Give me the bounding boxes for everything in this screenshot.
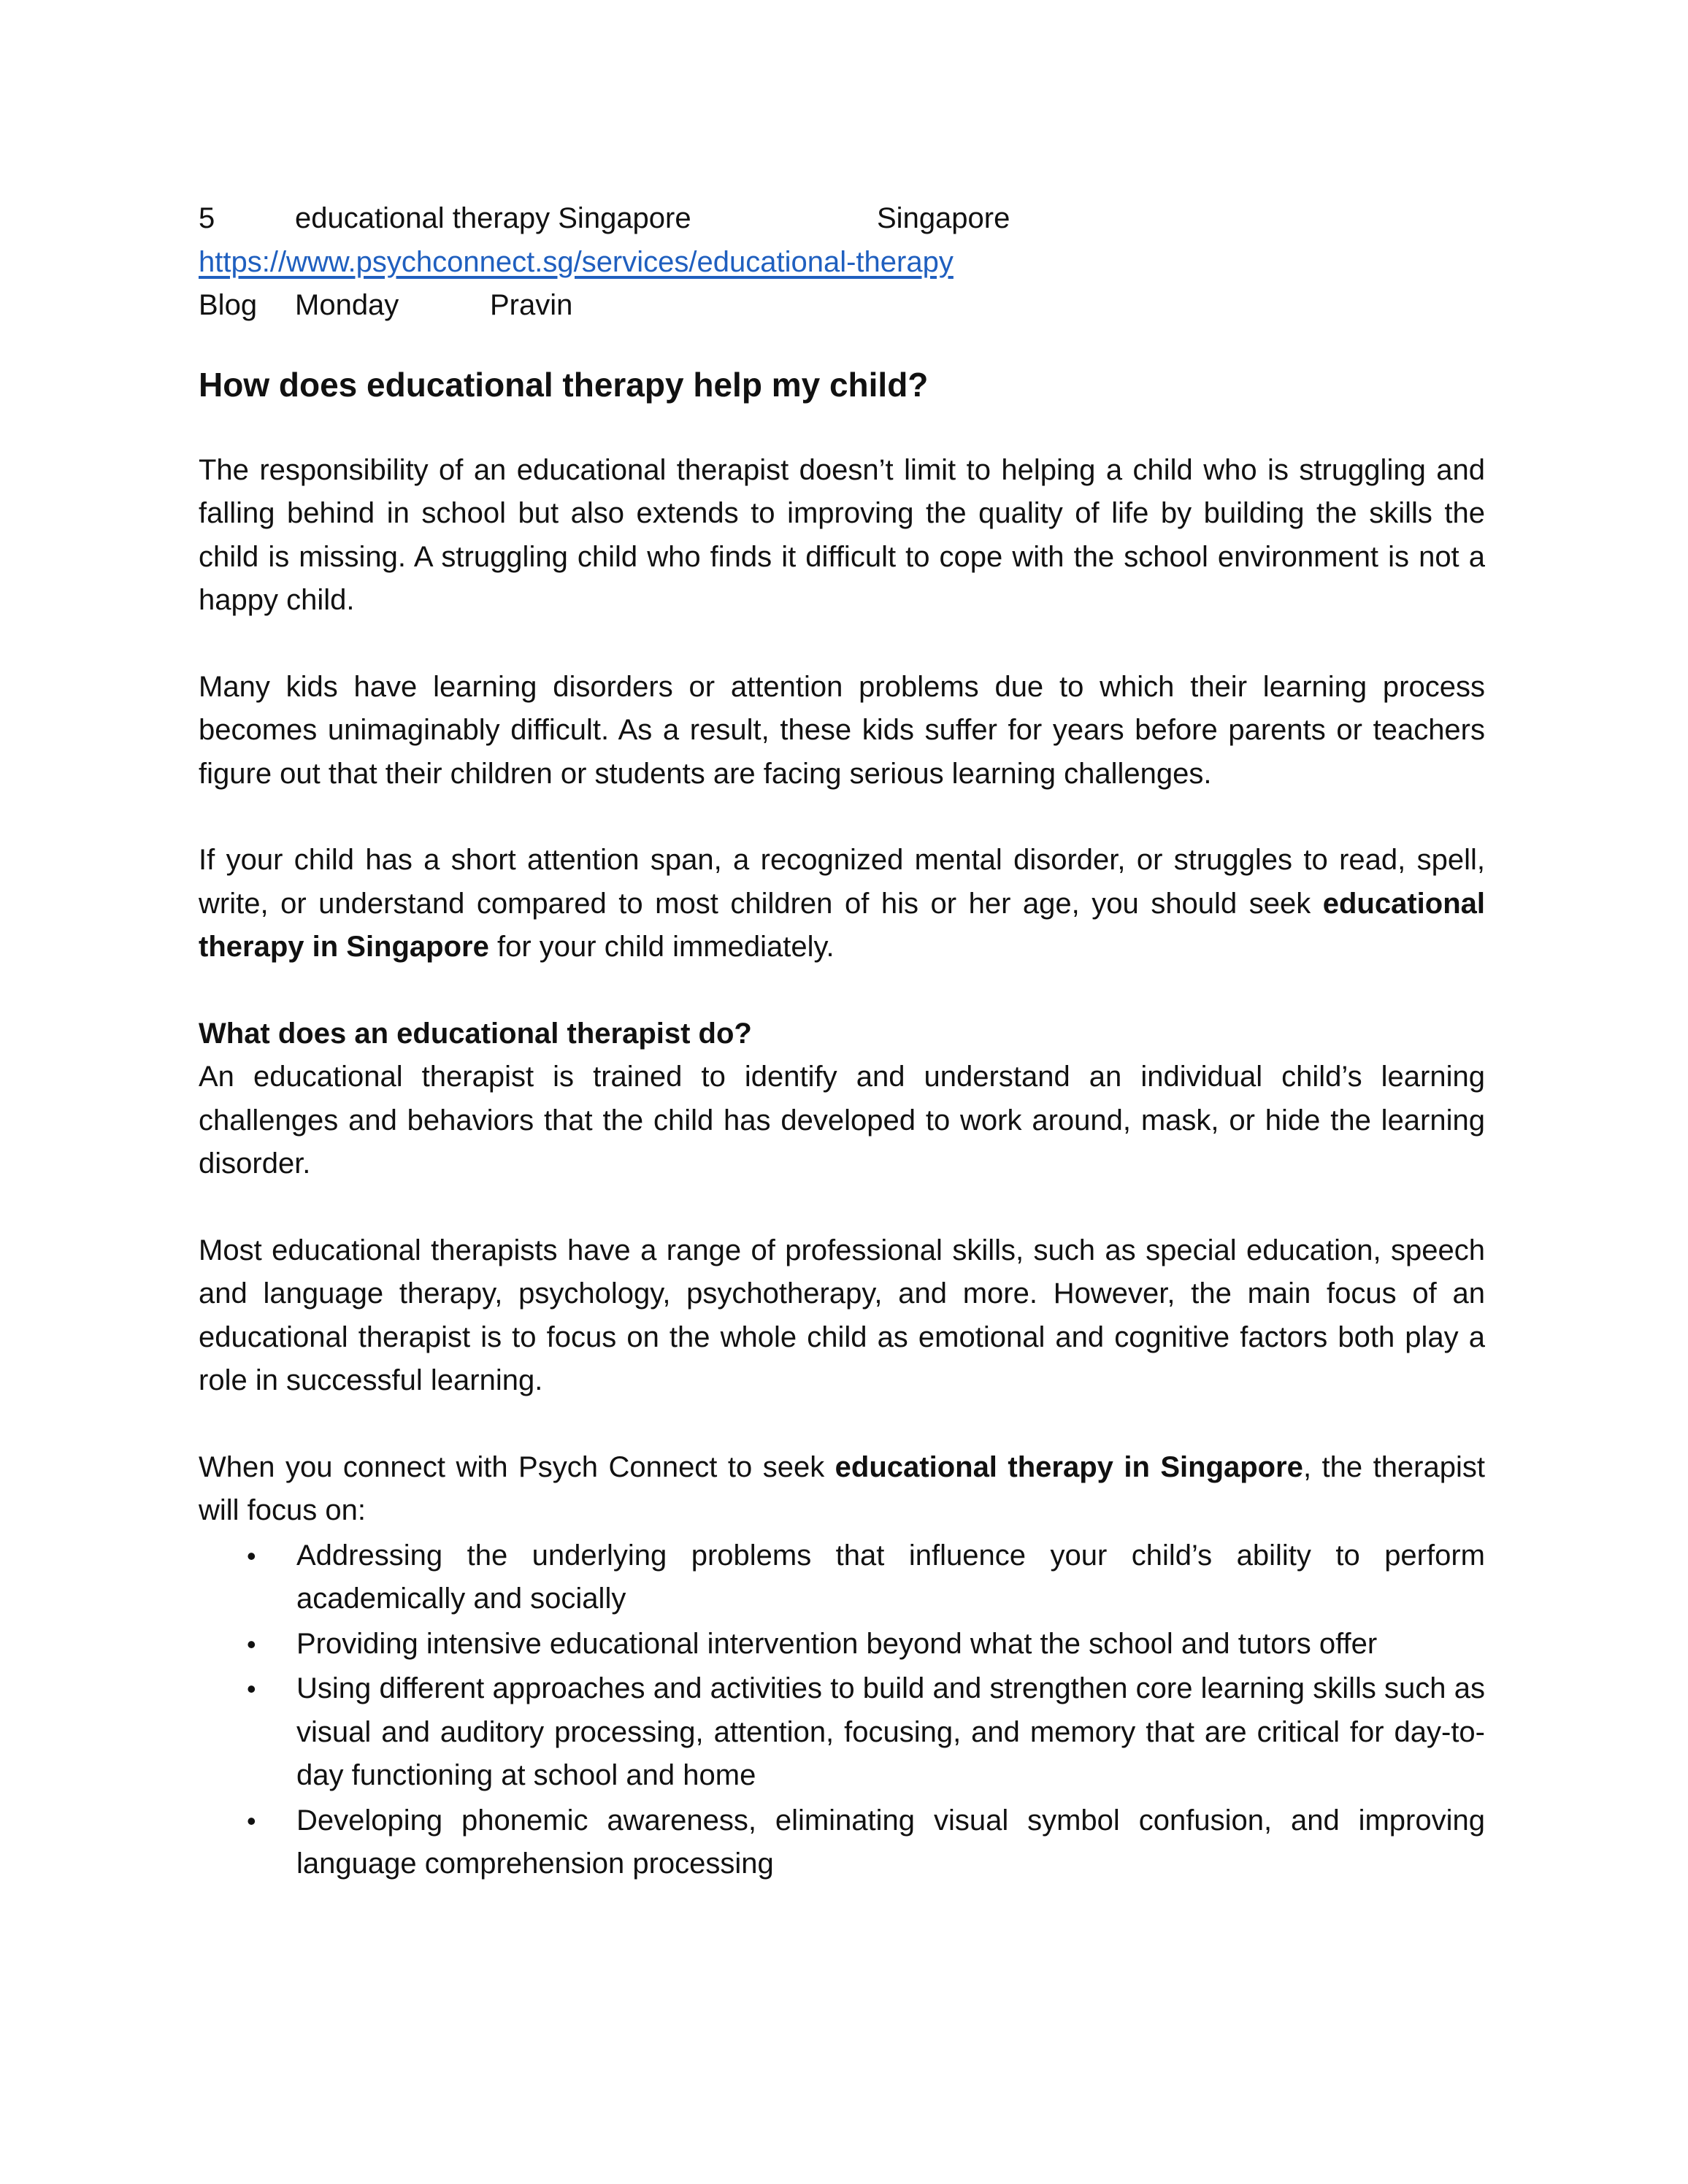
paragraph-seek-therapy-end: for your child immediately. xyxy=(488,931,835,963)
meta-row-details xyxy=(199,284,1485,328)
paragraph-professional-skills: Most educational therapists have a range of professional skills, such as special education, speech and language therapy, psychology, psychotherapy, and more. However, the main focus of an educational therapist is to focus on the whole child as emotional and cognitive factors both play a role in successful learning. xyxy=(199,1234,1485,1396)
list-item-text: Providing intensive educational intervention beyond what the school and tutors offer xyxy=(296,1627,1378,1660)
keyword-highlight: educational therapy in Singapore xyxy=(835,1450,1303,1483)
paragraph-psych-connect-text: When you connect with Psych Connect to seek xyxy=(199,1450,835,1483)
list-item xyxy=(199,1623,1485,1666)
bullet-icon: • xyxy=(247,1629,256,1659)
target-location: Singapore xyxy=(877,202,1010,234)
paragraph-seek-therapy-text: If your child has a short attention span, a recognized mental disorder, or struggles to read, spell, write, or understand compared to most children of his or her age, you should seek xyxy=(199,844,1485,920)
paragraph-responsibility: The responsibility of an educational therapist doesn’t limit to helping a child who is struggling and falling behind in school but also extends to improving the quality of life by building the skills the child is missing. A struggling child who finds it difficult to cope with the school environment is not a happy child. xyxy=(199,453,1485,616)
list-item xyxy=(199,1799,1485,1886)
bullet-icon: • xyxy=(247,1805,256,1836)
paragraph-psych-connect xyxy=(199,1446,1485,1533)
keyword-highlight: educational therapy in Singapore xyxy=(199,887,1485,963)
content-type: Blog xyxy=(199,289,258,321)
focus-list xyxy=(199,1534,1485,1886)
paragraph-learning-disorders: Many kids have learning disorders or attention problems due to which their learning process becomes unimaginably difficult. As a result, these kids suffer for years before parents or teachers figure out that their children or students are facing serious learning challenges. xyxy=(199,670,1485,790)
document-page xyxy=(199,197,1485,1886)
meta-row-url xyxy=(199,241,1485,285)
bullet-icon: • xyxy=(247,1540,256,1571)
section-heading-what-therapist-does: What does an educational therapist do? xyxy=(199,1017,752,1050)
list-item-text: Using different approaches and activities to build and strengthen core learning skills such as visual and auditory processing, attention, focusing, and memory that are critical for day-to-day functioning at school and home xyxy=(296,1672,1485,1791)
list-item xyxy=(199,1534,1485,1621)
article-title: How does educational therapy help my child? xyxy=(199,365,929,404)
item-number: 5 xyxy=(199,202,215,234)
paragraph-psych-connect-end: , the therapist will focus on: xyxy=(199,1450,1485,1526)
target-url-link[interactable]: https://www.psychconnect.sg/services/educational-therapy xyxy=(199,245,954,278)
target-keyword: educational therapy Singapore xyxy=(295,202,691,234)
publish-day: Monday xyxy=(295,289,399,321)
list-item-text: Addressing the underlying problems that influence your child’s ability to perform academically and socially xyxy=(296,1539,1485,1615)
author-name: Pravin xyxy=(490,289,573,321)
paragraph-therapist-role: An educational therapist is trained to identify and understand an individual child’s learning challenges and behaviors that the child has developed to work around, mask, or hide the learning disorder. xyxy=(199,1061,1485,1180)
bullet-icon: • xyxy=(247,1674,256,1704)
meta-row-keyword xyxy=(199,197,1485,241)
list-item-text: Developing phonemic awareness, eliminating visual symbol confusion, and improving language comprehension processing xyxy=(296,1804,1485,1880)
list-item xyxy=(199,1667,1485,1798)
paragraph-seek-therapy xyxy=(199,839,1485,969)
